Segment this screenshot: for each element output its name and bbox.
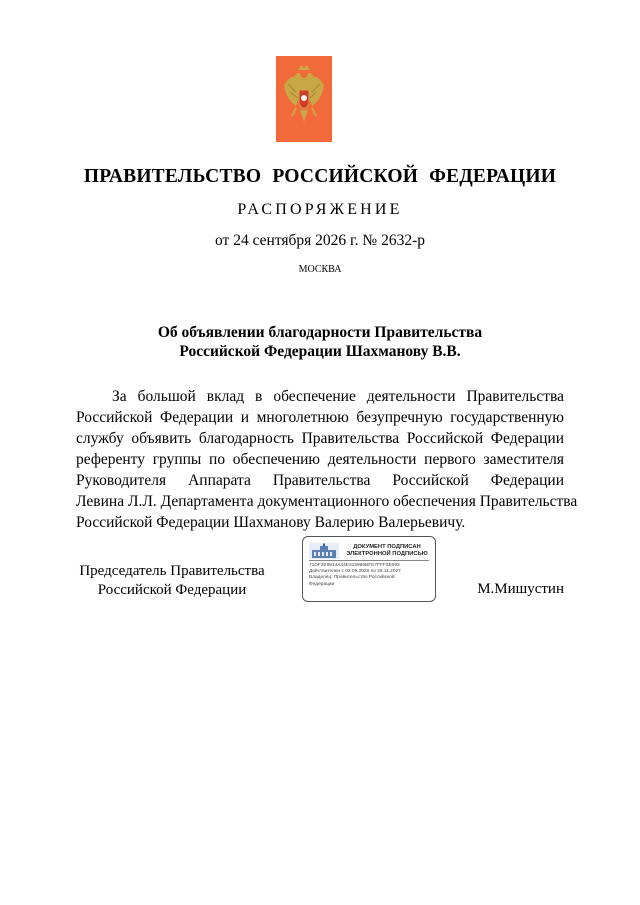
signer-position-line: Председатель Правительства <box>79 563 265 579</box>
stamp-validity: Действителен с 02.09.2026 по 26.11.2027 <box>309 569 401 575</box>
document-subject <box>0 323 640 361</box>
government-title: ПРАВИТЕЛЬСТВО РОССИЙСКОЙ ФЕДЕРАЦИИ <box>83 166 557 187</box>
signer-position <box>74 562 270 600</box>
body-paragraph <box>76 386 578 533</box>
government-building-icon <box>309 543 339 559</box>
subject-line: Российской Федерации Шахманову В.В. <box>179 343 461 360</box>
stamp-title-line: ЭЛЕКТРОННОЙ ПОДПИСЬЮ <box>346 551 428 557</box>
stamp-serial: 71DF2E9914A44E315986BFE7FFF2E093 <box>309 563 400 568</box>
body-line: Левина Л.Л. Департамента документационного обеспечения Правительства <box>76 493 578 510</box>
signer-position-line: Российской Федерации <box>97 582 247 598</box>
stamp-divider <box>309 560 429 561</box>
stamp-title <box>341 544 433 558</box>
body-line: За большой вклад в обеспечение деятельности Правительства <box>112 388 564 405</box>
city: МОСКВА <box>298 264 342 275</box>
stamp-owner: Владелец: Правительство Российской <box>309 575 395 581</box>
body-line: Российской Федерации и многолетнюю безупречную государственную <box>76 409 564 426</box>
body-line: службу объявить благодарность Правительства Российской Федерации <box>76 430 564 447</box>
stamp-title-line: ДОКУМЕНТ ПОДПИСАН <box>353 544 421 550</box>
document-type: РАСПОРЯЖЕНИЕ <box>237 201 403 218</box>
electronic-signature-stamp <box>302 536 436 602</box>
body-line: референту группы по обеспечению деятельности первого заместителя <box>76 451 564 468</box>
signer-name: М.Мишустин <box>477 581 564 597</box>
body-line: Руководителя Аппарата Правительства Российской Федерации <box>76 472 564 489</box>
coat-of-arms-icon <box>276 56 332 142</box>
body-line: Российской Федерации Шахманову Валерию Валерьевичу. <box>76 514 466 531</box>
subject-line: Об объявлении благодарности Правительства <box>157 324 483 341</box>
stamp-details <box>309 563 433 588</box>
document-date-number: от 24 сентября 2026 г. № 2632-р <box>215 232 425 249</box>
stamp-owner: Федерации <box>309 581 335 587</box>
